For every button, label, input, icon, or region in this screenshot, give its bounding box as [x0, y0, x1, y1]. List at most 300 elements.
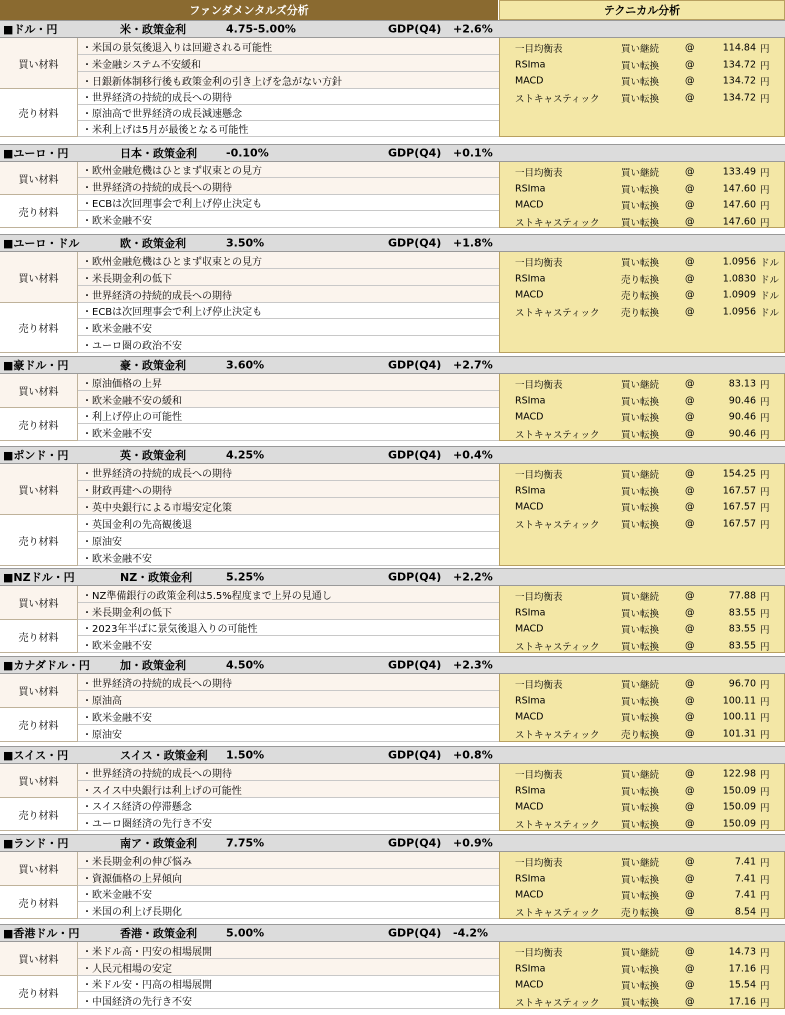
indicator-name: ストキャスティック [515, 641, 600, 653]
technical-row [500, 799, 785, 815]
technical-row [500, 638, 785, 654]
signal-value: 売り転換 [621, 729, 660, 741]
price-unit: 円 [760, 413, 770, 424]
at-mark: @ [685, 485, 695, 496]
price-value: 150.09 [722, 818, 756, 829]
signal-value: 買い転換 [621, 486, 660, 498]
price-value: 17.16 [728, 996, 756, 1007]
price-unit: 円 [760, 641, 770, 653]
at-mark: @ [685, 468, 695, 480]
buy-items-list [78, 942, 499, 976]
at-mark: @ [685, 590, 695, 602]
sell-item: ・欧米金融不安 [78, 886, 499, 902]
indicator-name: ストキャスティック [515, 907, 600, 919]
technical-panel [499, 374, 785, 441]
policy-rate-label: 米・政策金利 [120, 23, 186, 36]
signal-value: 買い転換 [621, 997, 660, 1009]
price-value: 8.54 [734, 906, 756, 917]
technical-row [500, 214, 785, 230]
price-value: 90.46 [728, 411, 756, 423]
sell-item: ・利上げ停止の可能性 [78, 408, 499, 424]
technical-row [500, 271, 785, 287]
currency-section [0, 446, 785, 566]
signal-value: 買い転換 [621, 429, 660, 441]
buy-item: ・世界経済の持続的成長への期待 [78, 464, 499, 481]
indicator-name: RSIma [515, 59, 546, 70]
technical-row [500, 426, 785, 442]
buy-item: ・米長期金利の低下 [78, 603, 499, 620]
currency-pair-name: ■豪ドル・円 [3, 359, 69, 372]
at-mark: @ [685, 768, 695, 780]
technical-row [500, 977, 785, 993]
price-value: 17.16 [728, 963, 756, 974]
technical-row [500, 483, 785, 499]
technical-row [500, 994, 785, 1010]
price-unit: 円 [760, 907, 770, 919]
sell-item: ・ECBは次回理事会で利上げ停止決定も [78, 303, 499, 319]
policy-rate-label: 豪・政策金利 [120, 359, 186, 372]
fundamental-header: ファンダメンタルズ分析 [0, 0, 499, 20]
price-unit: 円 [760, 93, 770, 105]
technical-row [500, 854, 785, 870]
price-value: 154.25 [722, 468, 756, 480]
buy-materials-label: 買い材料 [0, 464, 78, 515]
gdp-label: GDP(Q4) [388, 748, 442, 762]
at-mark: @ [685, 428, 695, 439]
policy-rate-value: 7.75% [226, 836, 265, 850]
technical-panel [499, 764, 785, 831]
sell-item: ・英国金利の先高観後退 [78, 515, 499, 532]
signal-value: 買い転換 [621, 803, 660, 814]
gdp-label: GDP(Q4) [388, 448, 442, 462]
sell-item: ・欧米金融不安 [78, 708, 499, 725]
price-unit: 円 [760, 217, 770, 229]
sell-items-list [78, 620, 499, 653]
at-mark: @ [685, 607, 695, 618]
technical-row [500, 304, 785, 320]
policy-rate-value: 1.50% [226, 748, 265, 762]
price-value: 150.09 [722, 785, 756, 796]
currency-pair-name: ■スイス・円 [3, 749, 69, 762]
sell-items-list [78, 303, 499, 353]
at-mark: @ [685, 199, 695, 211]
price-value: 167.57 [722, 501, 756, 513]
buy-item: ・日銀新体制移行後も政策金利の引き上げを急がない方針 [78, 72, 499, 89]
signal-value: 買い転換 [621, 608, 660, 620]
sell-materials-label: 売り材料 [0, 708, 78, 742]
price-unit: 円 [760, 858, 770, 869]
indicator-name: RSIma [515, 485, 546, 496]
technical-row [500, 709, 785, 725]
sell-item: ・スイス経済の停滞懸念 [78, 798, 499, 814]
at-mark: @ [685, 946, 695, 958]
sell-item: ・原油高で世界経済の成長減速懸念 [78, 105, 499, 121]
at-mark: @ [685, 378, 695, 390]
indicator-name: ストキャスティック [515, 997, 600, 1009]
technical-panel [499, 162, 785, 228]
section-title-bar [0, 656, 785, 674]
indicator-name: RSIma [515, 607, 546, 618]
section-title-bar [0, 356, 785, 374]
technical-row [500, 783, 785, 799]
technical-panel [499, 586, 785, 653]
currency-pair-name: ■ポンド・円 [3, 449, 69, 462]
signal-value: 買い継続 [621, 380, 660, 391]
price-unit: 円 [760, 680, 770, 691]
price-value: 134.72 [722, 75, 756, 87]
price-unit: 円 [760, 803, 770, 814]
at-mark: @ [685, 518, 695, 529]
technical-row [500, 887, 785, 903]
price-unit: 円 [760, 77, 770, 88]
at-mark: @ [685, 906, 695, 917]
currency-section [0, 746, 785, 831]
buy-item: ・人民元相場の安定 [78, 959, 499, 976]
price-unit: 円 [760, 60, 770, 72]
signal-value: 買い転換 [621, 201, 660, 212]
sell-item: ・原油安 [78, 532, 499, 549]
currency-pair-name: ■カナダドル・円 [3, 659, 90, 672]
price-unit: 円 [760, 429, 770, 441]
at-mark: @ [685, 411, 695, 423]
technical-row [500, 287, 785, 303]
buy-item: ・スイス中央銀行は利上げの可能性 [78, 781, 499, 798]
buy-materials-label: 買い材料 [0, 38, 78, 89]
policy-rate-value: 4.75-5.00% [226, 22, 296, 36]
technical-row [500, 499, 785, 515]
buy-item: ・米長期金利の低下 [78, 269, 499, 286]
price-unit: 円 [760, 819, 770, 831]
signal-value: 買い転換 [621, 93, 660, 105]
indicator-name: 一目均衡表 [515, 44, 563, 55]
price-value: 7.41 [734, 856, 756, 868]
sell-materials-label: 売り材料 [0, 408, 78, 441]
signal-value: 買い転換 [621, 60, 660, 72]
buy-item: ・世界経済の持続的成長への期待 [78, 178, 499, 195]
price-value: 83.55 [728, 640, 756, 651]
at-mark: @ [685, 728, 695, 739]
sell-item: ・欧米金融不安 [78, 636, 499, 653]
signal-value: 買い転換 [621, 519, 660, 531]
sell-materials-label: 売り材料 [0, 195, 78, 228]
gdp-value: +2.3% [453, 658, 493, 672]
technical-row [500, 605, 785, 621]
technical-panel [499, 852, 785, 919]
currency-section [0, 234, 785, 353]
price-unit: 円 [760, 201, 770, 212]
buy-item: ・世界経済の持続的成長への期待 [78, 286, 499, 303]
price-unit: 円 [760, 770, 770, 781]
price-value: 83.55 [728, 623, 756, 635]
gdp-label: GDP(Q4) [388, 570, 442, 584]
technical-header: テクニカル分析 [499, 0, 785, 20]
signal-value: 買い転換 [621, 641, 660, 653]
at-mark: @ [685, 873, 695, 884]
currency-section [0, 656, 785, 742]
buy-item: ・英中央銀行による市場安定化策 [78, 498, 499, 515]
policy-rate-value: 4.50% [226, 658, 265, 672]
price-unit: 円 [760, 729, 770, 741]
sell-item: ・ユーロ圏経済の先行き不安 [78, 814, 499, 831]
at-mark: @ [685, 695, 695, 706]
price-unit: 円 [760, 608, 770, 620]
at-mark: @ [685, 256, 695, 268]
price-value: 147.60 [722, 183, 756, 194]
indicator-name: 一目均衡表 [515, 592, 563, 603]
indicator-name: 一目均衡表 [515, 168, 563, 179]
technical-row [500, 197, 785, 213]
price-value: 1.0909 [722, 289, 756, 301]
gdp-label: GDP(Q4) [388, 146, 442, 160]
at-mark: @ [685, 166, 695, 178]
indicator-name: 一目均衡表 [515, 858, 563, 869]
buy-item: ・米金融システム不安緩和 [78, 55, 499, 72]
technical-row [500, 904, 785, 920]
indicator-name: RSIma [515, 183, 546, 194]
sell-items-list [78, 89, 499, 137]
technical-row [500, 181, 785, 197]
buy-materials-label: 買い材料 [0, 852, 78, 886]
at-mark: @ [685, 785, 695, 796]
indicator-name: ストキャスティック [515, 519, 600, 531]
sell-item: ・2023年半ばに景気後退入りの可能性 [78, 620, 499, 636]
signal-value: 買い継続 [621, 680, 660, 691]
signal-value: 買い継続 [621, 168, 660, 179]
price-unit: 円 [760, 786, 770, 798]
indicator-name: RSIma [515, 963, 546, 974]
buy-item: ・原油高 [78, 691, 499, 708]
sell-materials-label: 売り材料 [0, 303, 78, 353]
sell-item: ・米利上げは5月が最後となる可能性 [78, 121, 499, 137]
policy-rate-label: NZ・政策金利 [120, 571, 193, 584]
technical-row [500, 588, 785, 604]
price-value: 96.70 [728, 678, 756, 690]
sell-items-list [78, 798, 499, 831]
price-unit: 円 [760, 948, 770, 959]
technical-row [500, 871, 785, 887]
policy-rate-label: スイス・政策金利 [120, 749, 208, 762]
at-mark: @ [685, 289, 695, 301]
buy-items-list [78, 586, 499, 620]
indicator-name: MACD [515, 889, 544, 901]
price-unit: ドル [760, 258, 780, 269]
indicator-name: MACD [515, 979, 544, 991]
buy-item: ・原油価格の上昇 [78, 374, 499, 391]
at-mark: @ [685, 889, 695, 901]
buy-item: ・財政再建への期待 [78, 481, 499, 498]
signal-value: 売り転換 [621, 907, 660, 919]
currency-section [0, 144, 785, 228]
at-mark: @ [685, 996, 695, 1007]
currency-pair-name: ■ユーロ・ドル [3, 237, 80, 250]
gdp-label: GDP(Q4) [388, 658, 442, 672]
price-unit: 円 [760, 184, 770, 196]
gdp-label: GDP(Q4) [388, 22, 442, 36]
indicator-name: MACD [515, 411, 544, 423]
signal-value: 買い転換 [621, 981, 660, 992]
signal-value: 買い転換 [621, 964, 660, 976]
buy-items-list [78, 764, 499, 798]
technical-row [500, 961, 785, 977]
price-value: 101.31 [722, 728, 756, 739]
indicator-name: RSIma [515, 873, 546, 884]
indicator-name: ストキャスティック [515, 429, 600, 441]
technical-row [500, 816, 785, 832]
buy-items-list [78, 38, 499, 89]
price-unit: 円 [760, 470, 770, 481]
signal-value: 買い転換 [621, 413, 660, 424]
signal-value: 買い転換 [621, 503, 660, 514]
at-mark: @ [685, 856, 695, 868]
signal-value: 買い転換 [621, 819, 660, 831]
price-unit: 円 [760, 168, 770, 179]
at-mark: @ [685, 306, 695, 317]
price-unit: 円 [760, 592, 770, 603]
signal-value: 買い転換 [621, 786, 660, 798]
signal-value: 売り転換 [621, 307, 660, 319]
policy-rate-label: 加・政策金利 [120, 659, 186, 672]
price-value: 114.84 [722, 42, 756, 54]
indicator-name: RSIma [515, 273, 546, 284]
currency-section [0, 20, 785, 137]
sell-materials-label: 売り材料 [0, 89, 78, 137]
price-value: 150.09 [722, 801, 756, 813]
gdp-label: GDP(Q4) [388, 358, 442, 372]
sell-item: ・米国の利上げ長期化 [78, 902, 499, 919]
buy-item: ・欧米金融不安の緩和 [78, 391, 499, 408]
price-value: 1.0956 [722, 306, 756, 317]
price-unit: 円 [760, 891, 770, 902]
gdp-value: +2.7% [453, 358, 493, 372]
at-mark: @ [685, 59, 695, 70]
section-title-bar [0, 446, 785, 464]
price-value: 14.73 [728, 946, 756, 958]
sell-items-list [78, 195, 499, 228]
technical-panel [499, 464, 785, 566]
technical-row [500, 466, 785, 482]
price-unit: 円 [760, 874, 770, 886]
indicator-name: ストキャスティック [515, 217, 600, 229]
sell-items-list [78, 408, 499, 441]
indicator-name: MACD [515, 75, 544, 87]
at-mark: @ [685, 501, 695, 513]
buy-materials-label: 買い材料 [0, 586, 78, 620]
price-unit: ドル [760, 307, 780, 319]
indicator-name: 一目均衡表 [515, 470, 563, 481]
currency-pair-name: ■ドル・円 [3, 23, 58, 36]
price-unit: 円 [760, 713, 770, 724]
signal-value: 買い転換 [621, 696, 660, 708]
sell-item: ・中国経済の先行き不安 [78, 992, 499, 1009]
technical-row [500, 376, 785, 392]
currency-pair-name: ■NZドル・円 [3, 571, 75, 584]
signal-value: 買い転換 [621, 77, 660, 88]
at-mark: @ [685, 623, 695, 635]
technical-panel [499, 942, 785, 1009]
sell-item: ・米ドル安・円高の相場展開 [78, 976, 499, 992]
signal-value: 買い継続 [621, 470, 660, 481]
price-unit: ドル [760, 274, 780, 286]
currency-section [0, 834, 785, 919]
indicator-name: MACD [515, 199, 544, 211]
price-value: 90.46 [728, 428, 756, 439]
signal-value: 買い転換 [621, 713, 660, 724]
at-mark: @ [685, 640, 695, 651]
buy-item: ・世界経済の持続的成長への期待 [78, 764, 499, 781]
indicator-name: RSIma [515, 695, 546, 706]
technical-row [500, 516, 785, 532]
currency-section [0, 924, 785, 1009]
gdp-value: +2.6% [453, 22, 493, 36]
price-value: 167.57 [722, 518, 756, 529]
price-value: 15.54 [728, 979, 756, 991]
buy-items-list [78, 252, 499, 303]
sell-item: ・欧米金融不安 [78, 549, 499, 566]
sell-materials-label: 売り材料 [0, 515, 78, 566]
technical-row [500, 90, 785, 106]
indicator-name: RSIma [515, 785, 546, 796]
at-mark: @ [685, 395, 695, 406]
price-unit: 円 [760, 486, 770, 498]
indicator-name: 一目均衡表 [515, 258, 563, 269]
sell-materials-label: 売り材料 [0, 620, 78, 653]
currency-pair-name: ■ランド・円 [3, 837, 69, 850]
price-value: 122.98 [722, 768, 756, 780]
price-unit: 円 [760, 380, 770, 391]
price-value: 134.72 [722, 59, 756, 70]
price-value: 7.41 [734, 889, 756, 901]
buy-item: ・米ドル高・円安の相場展開 [78, 942, 499, 959]
section-title-bar [0, 144, 785, 162]
signal-value: 買い転換 [621, 625, 660, 636]
price-unit: 円 [760, 696, 770, 708]
at-mark: @ [685, 273, 695, 284]
section-title-bar [0, 834, 785, 852]
price-unit: 円 [760, 519, 770, 531]
gdp-value: +0.8% [453, 748, 493, 762]
technical-row [500, 73, 785, 89]
indicator-name: ストキャスティック [515, 307, 600, 319]
technical-row [500, 944, 785, 960]
technical-row [500, 726, 785, 742]
buy-items-list [78, 852, 499, 886]
buy-materials-label: 買い材料 [0, 674, 78, 708]
policy-rate-label: 香港・政策金利 [120, 927, 197, 940]
gdp-value: +0.1% [453, 146, 493, 160]
price-value: 83.13 [728, 378, 756, 390]
signal-value: 買い継続 [621, 770, 660, 781]
sell-item: ・原油安 [78, 725, 499, 742]
at-mark: @ [685, 216, 695, 227]
price-unit: 円 [760, 44, 770, 55]
sell-items-list [78, 976, 499, 1009]
technical-row [500, 766, 785, 782]
technical-row [500, 409, 785, 425]
price-value: 90.46 [728, 395, 756, 406]
price-value: 147.60 [722, 199, 756, 211]
technical-panel [499, 38, 785, 137]
price-value: 100.11 [722, 711, 756, 723]
technical-row [500, 621, 785, 637]
currency-pair-name: ■香港ドル・円 [3, 927, 80, 940]
indicator-name: MACD [515, 501, 544, 513]
sell-items-list [78, 886, 499, 919]
signal-value: 買い転換 [621, 891, 660, 902]
indicator-name: MACD [515, 711, 544, 723]
price-value: 1.0956 [722, 256, 756, 268]
price-unit: 円 [760, 396, 770, 408]
signal-value: 買い継続 [621, 44, 660, 55]
